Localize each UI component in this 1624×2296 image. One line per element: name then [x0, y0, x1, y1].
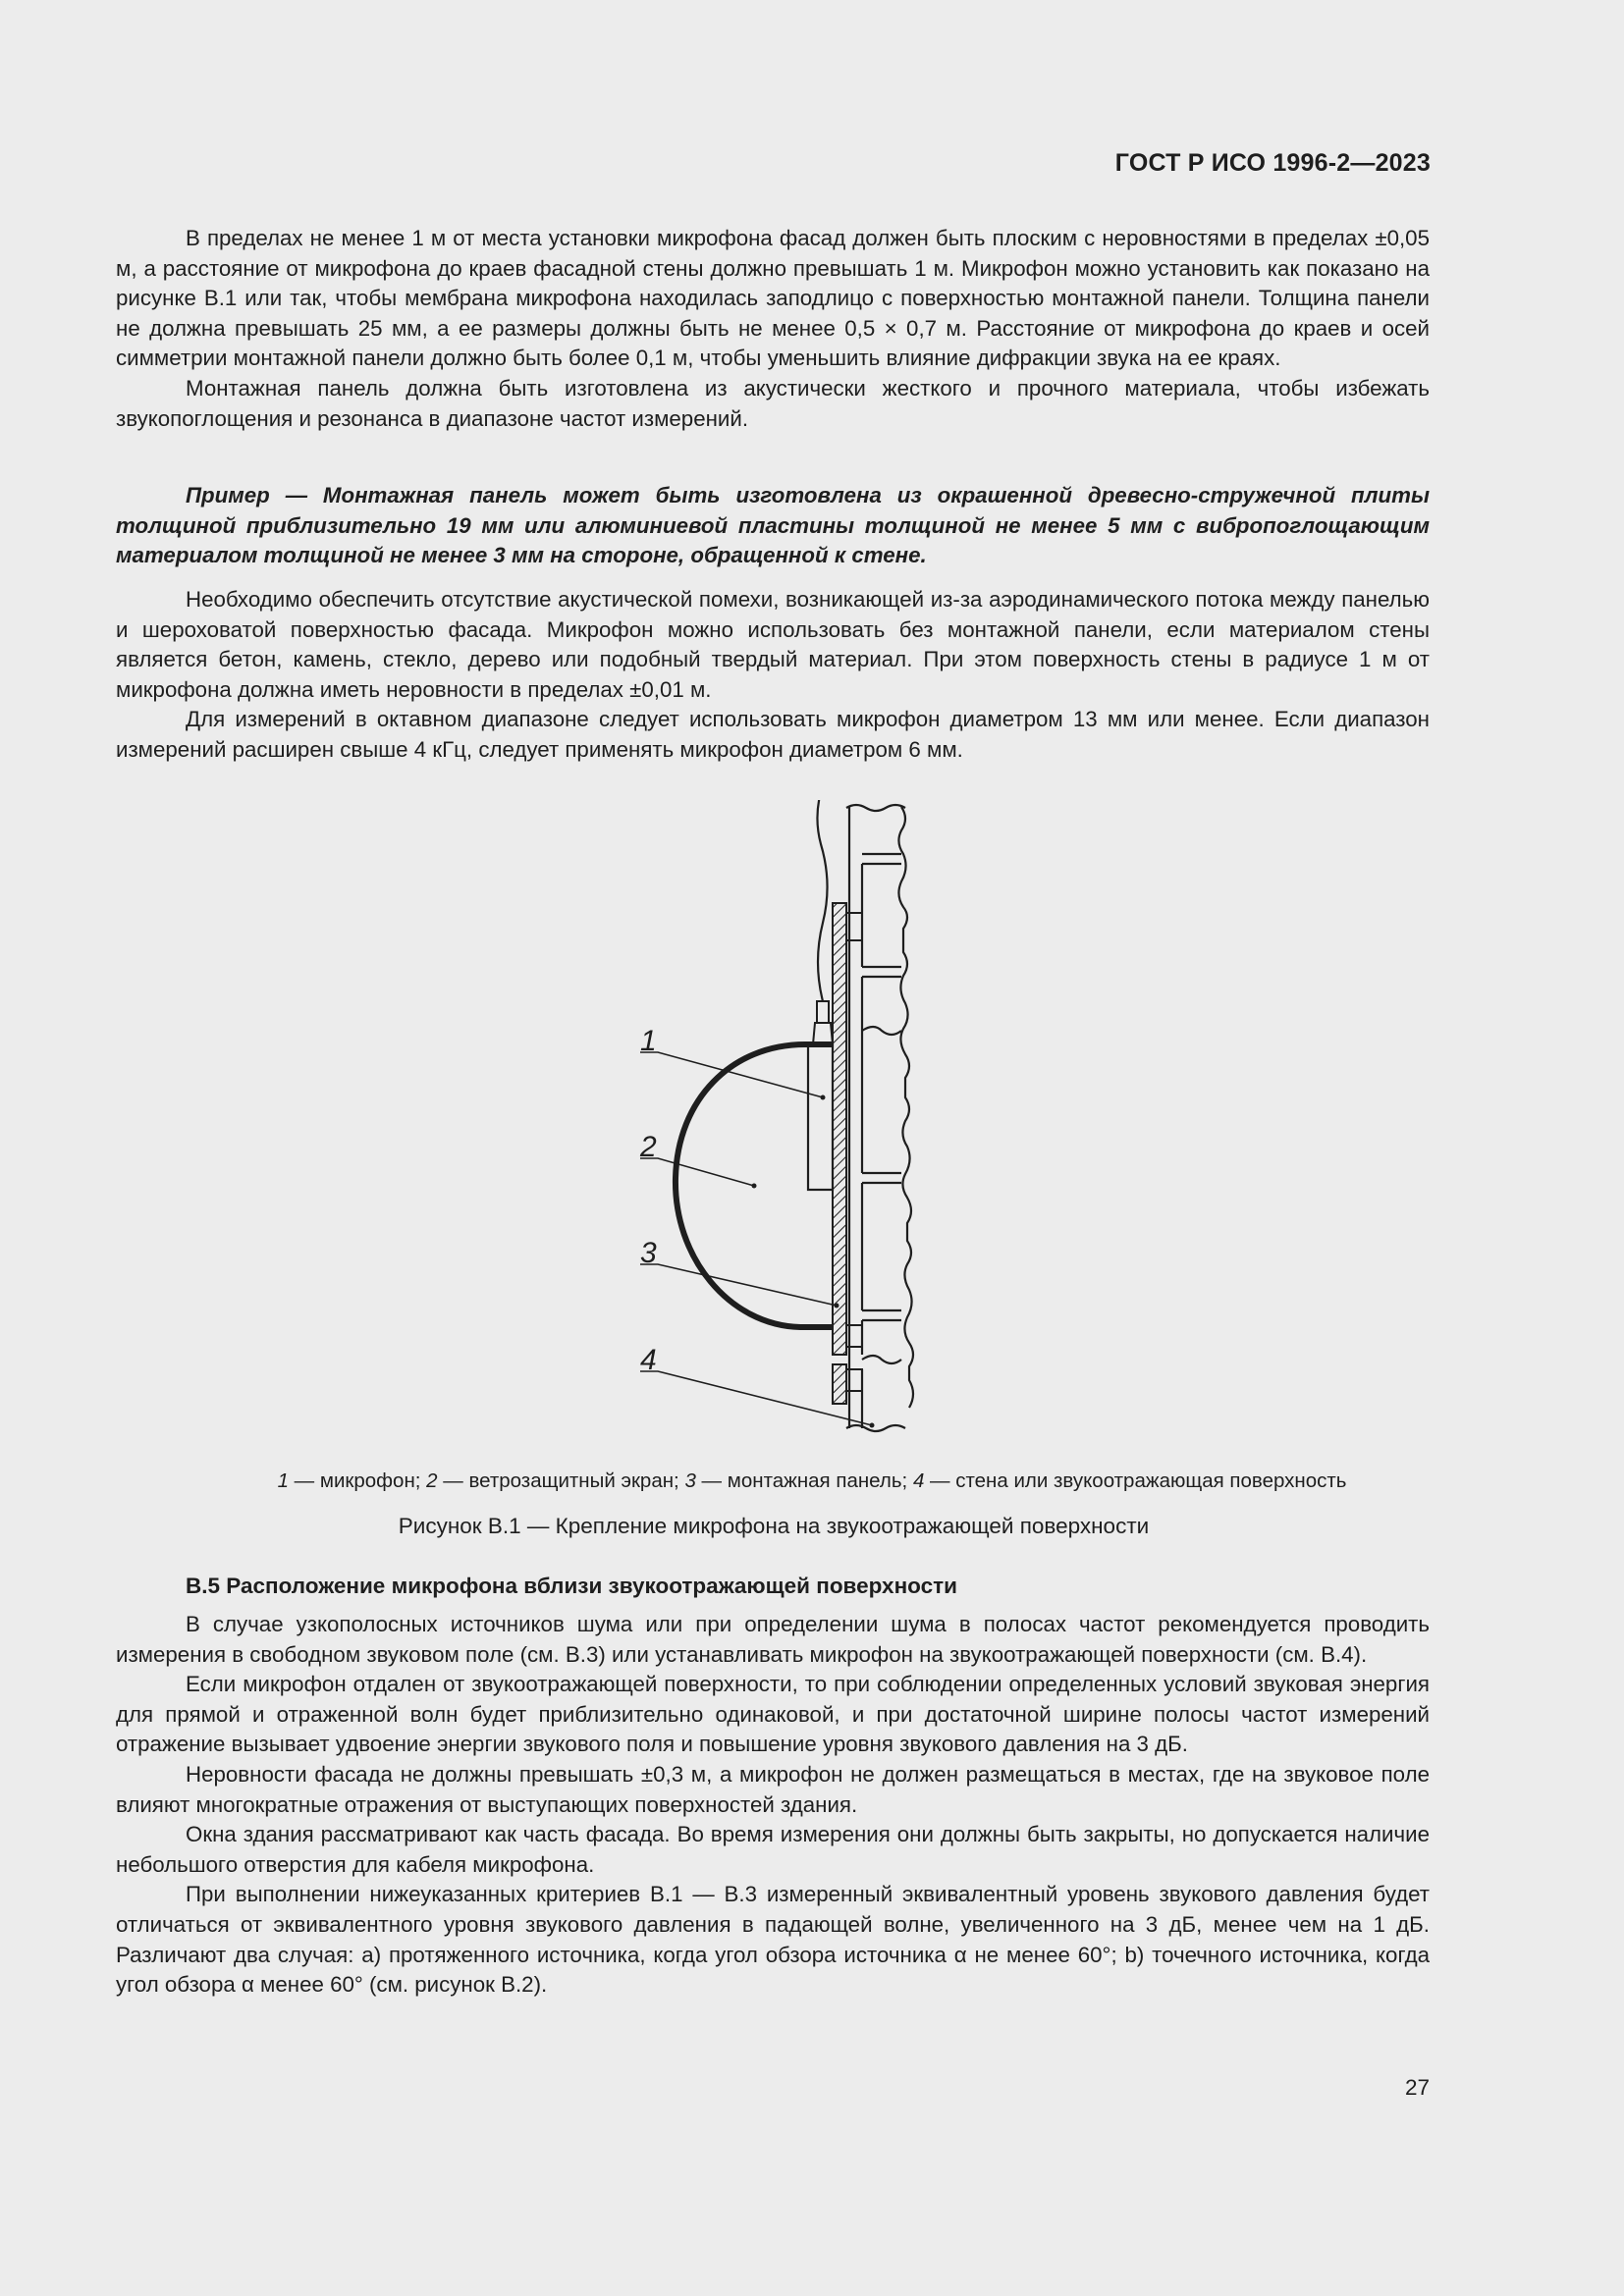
paragraph: При выполнении нижеуказанных критериев В.1 — В.3 измеренный эквивалентный уровень звукового давления будет отличаться от эквивалентного уровня звукового давления в падающей волне, увеличенного на 3 дБ, менее чем на 1 дБ. Различают два случая: a) протяженного источника, когда угол обзора источника α не менее 60°; b) точечного источника, когда угол обзора α менее 60° (см. рисунок В.2).: [116, 1882, 1430, 1998]
body-text: [116, 585, 1430, 766]
callout-label: 2: [640, 1131, 657, 1163]
section-heading: В.5 Расположение микрофона вблизи звукоотражающей поверхности: [186, 1574, 957, 1598]
callout-label: 1: [640, 1025, 657, 1057]
legend-num: 2: [426, 1469, 438, 1492]
paragraph: Окна здания рассматривают как часть фасада. Во время измерения они должны быть закрыты, но допускается наличие небольшого отверстия для кабеля микрофона.: [116, 1822, 1430, 1877]
paragraph: В случае узкополосных источников шума или при определении шума в полосах частот рекомендуется проводить измерения в свободном звуковом поле (см. В.3) или устанавливать микрофон на звукоотражающей поверхности (см. В.4).: [116, 1612, 1430, 1667]
legend-num: 1: [277, 1469, 289, 1492]
example-note: [116, 481, 1430, 571]
paragraph: Для измерений в октавном диапазоне следует использовать микрофон диаметром 13 мм или менее. Если диапазон измерений расширен свыше 4 кГц, следует применять микрофон диаметром 6 мм.: [116, 707, 1430, 762]
microphone: [808, 1001, 833, 1190]
callout-label: 3: [640, 1237, 657, 1269]
paragraph: Если микрофон отдален от звукоотражающей поверхности, то при соблюдении определенных условий звуковая энергия для прямой и отраженной волн будет приблизительно одинаковой, и при достаточной ширине полосы частот измерений отражение вызывает удвоение энергии звукового поля и повышение уровня звукового давления на 3 дБ.: [116, 1672, 1430, 1757]
microphone-cable: [817, 800, 827, 1001]
section-text: [116, 1610, 1430, 2001]
document-header: ГОСТ Р ИСО 1996-2—2023: [1114, 149, 1431, 177]
intro-text: [116, 224, 1430, 434]
figure-legend: [0, 1469, 1624, 1493]
legend-text: — монтажная панель;: [695, 1469, 913, 1492]
example-paragraph: Пример — Монтажная панель может быть изготовлена из окрашенной древесно-стружечной плиты толщиной приблизительно 19 мм или алюминиевой пластины толщиной не менее 5 мм с вибропоглощающим материалом толщиной не менее 3 мм на стороне, обращенной к стене.: [116, 483, 1430, 568]
paragraph: Неровности фасада не должны превышать ±0,3 м, а микрофон не должен размещаться в местах, где на звуковое поле влияют многократные отражения от выступающих поверхностей здания.: [116, 1761, 1430, 1817]
legend-text: — стена или звукоотражающая поверхность: [924, 1469, 1347, 1492]
legend-text: — ветрозащитный экран;: [437, 1469, 685, 1492]
wall-drawing: [846, 805, 913, 1431]
mounting-panel: [833, 903, 846, 1355]
paragraph: Монтажная панель должна быть изготовлена из акустически жесткого и прочного материала, чтобы избежать звукопоглощения и резонанса в диапазоне частот измерений.: [116, 375, 1430, 431]
legend-num: 4: [912, 1469, 925, 1492]
figure-caption: Рисунок В.1 — Крепление микрофона на звукоотражающей поверхности: [398, 1514, 1150, 1538]
legend-text: — микрофон;: [288, 1469, 427, 1492]
paragraph: В пределах не менее 1 м от места установки микрофона фасад должен быть плоским с неровностями в пределах ±0,05 м, а расстояние от микрофона до краев фасадной стены должно превышать 1 м. Микрофон можно установить как показано на рисунке В.1 или так, чтобы мембрана микрофона находилась заподлицо с поверхностью монтажной панели. Толщина панели не должна превышать 25 мм, а ее размеры должны быть не менее 0,5 × 0,7 м. Расстояние от микрофона до краев и осей симметрии монтажной панели должно быть более 0,1 м, чтобы уменьшить влияние дифракции звука на ее краях.: [116, 226, 1430, 371]
microphone-mounting-figure: [628, 800, 923, 1438]
legend-num: 3: [684, 1469, 696, 1492]
paragraph: Необходимо обеспечить отсутствие акустической помехи, возникающей из-за аэродинамического потока между панелью и шероховатой поверхностью фасада. Микрофон можно использовать без монтажной панели, если материалом стены является бетон, камень, стекло, дерево или подобный твердый материал. При этом поверхность стены в радиусе 1 м от микрофона должна иметь неровности в пределах ±0,01 м.: [116, 587, 1430, 702]
callout-label: 4: [640, 1344, 657, 1376]
page-number: 27: [1404, 2075, 1430, 2100]
mounting-panel-lower: [833, 1364, 846, 1404]
